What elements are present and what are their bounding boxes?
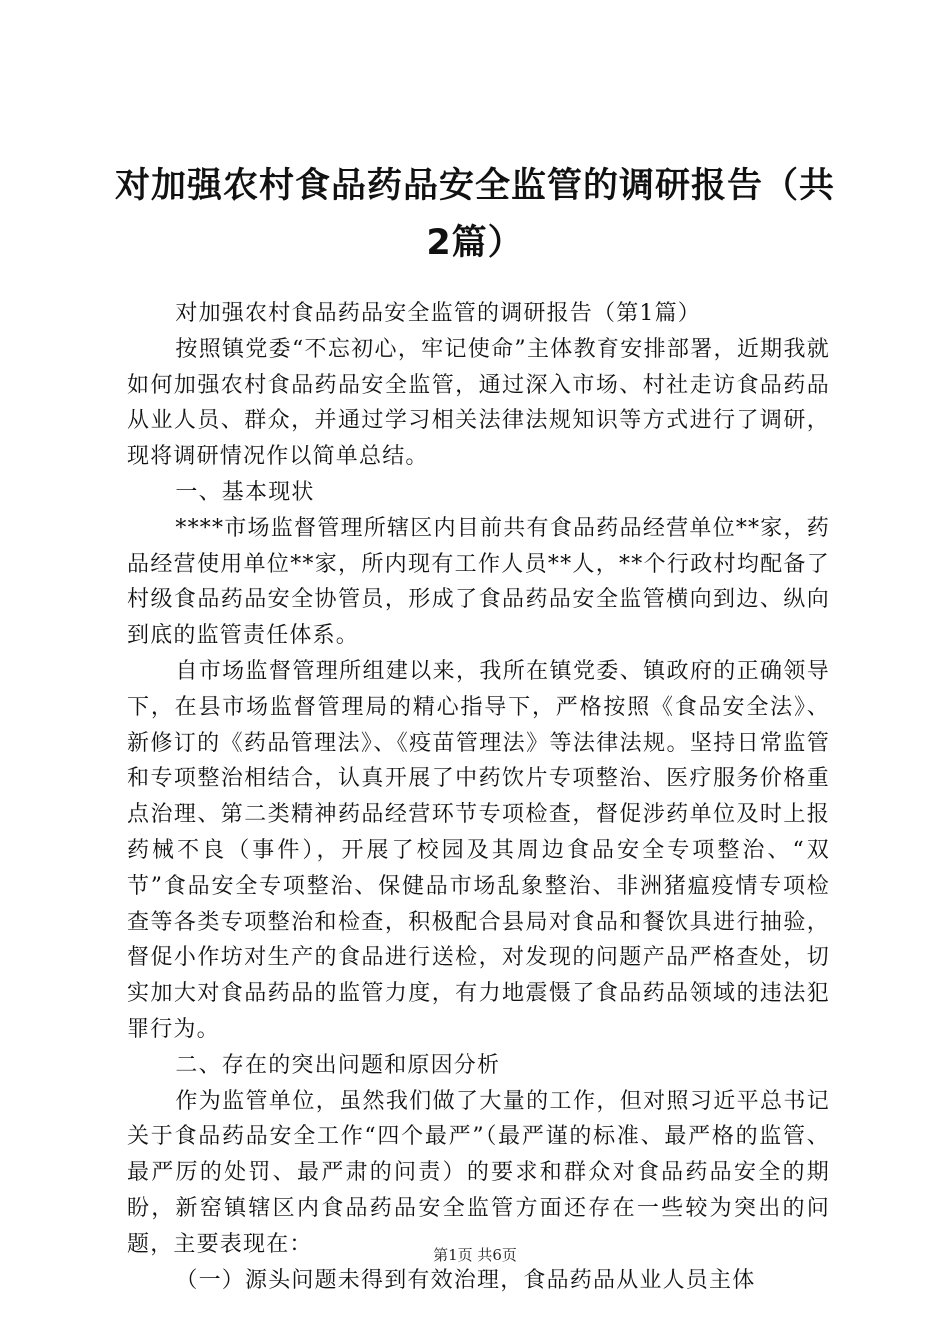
section-heading-part1: 对加强农村食品药品安全监管的调研报告（第1篇） [175,301,701,326]
section-heading-problems: 二、存在的突出问题和原因分析 [175,1052,501,1078]
document-title: 对加强农村食品药品安全监管的调研报告（共2篇） [114,166,835,263]
paragraph-intro: 按照镇党委“不忘初心，牢记使命”主体教育安排部署，近期我就如何加强农村食品药品安全监管，通过深入市场、村社走访食品药品从业人员、群众，并通过学习相关法律法规知识等方式进行了调研，现将调研情况作以简单总结。 [127,336,830,470]
paragraph-problems-intro: 作为监管单位，虽然我们做了大量的工作，但对照习近平总书记关于食品药品安全工作“四个最严”（最严谨的标准、最严格的监管、最严厉的处罚、最严肃的问责）的要求和群众对食品药品安全的期盼，新窑镇辖区内食品药品安全监管方面还存在一些较为突出的问题，主要表现在： [127,1088,830,1257]
section-heading-basic-status: 一、基本现状 [175,479,315,505]
page-footer: 第1页 共6页 [433,1246,517,1264]
paragraph-status-overview: ****市场监督管理所辖区内目前共有食品药品经营单位**家，药品经营使用单位**家，所内现有工作人员**人，**个行政村均配备了村级食品药品安全协管员，形成了食品药品安全监管横向到边、纵向到底的监管责任体系。 [127,515,830,649]
subsection-heading-1: （一）源头问题未得到有效治理，食品药品从业人员主体 [175,1267,756,1293]
paragraph-status-work: 自市场监督管理所组建以来，我所在镇党委、镇政府的正确领导下，在县市场监督管理局的精心指导下，严格按照《食品安全法》、新修订的《药品管理法》、《疫苗管理法》等法律法规。坚持日常监管和专项整治相结合，认真开展了中药饮片专项整治、医疗服务价格重点治理、第二类精神药品经营环节专项检查，督促涉药单位及时上报药械不良（事件），开展了校园及其周边食品安全专项整治、“双节”食品安全专项整治、保健品市场乱象整治、非洲猪瘟疫情专项检查等各类专项整治和检查，积极配合县局对食品和餐饮具进行抽验，督促小作坊对生产的食品进行送检，对发现的问题产品严格查处，切实加大对食品药品的监管力度，有力地震慑了食品药品领域的违法犯罪行为。 [127,658,830,1042]
document-body [127,296,830,1298]
